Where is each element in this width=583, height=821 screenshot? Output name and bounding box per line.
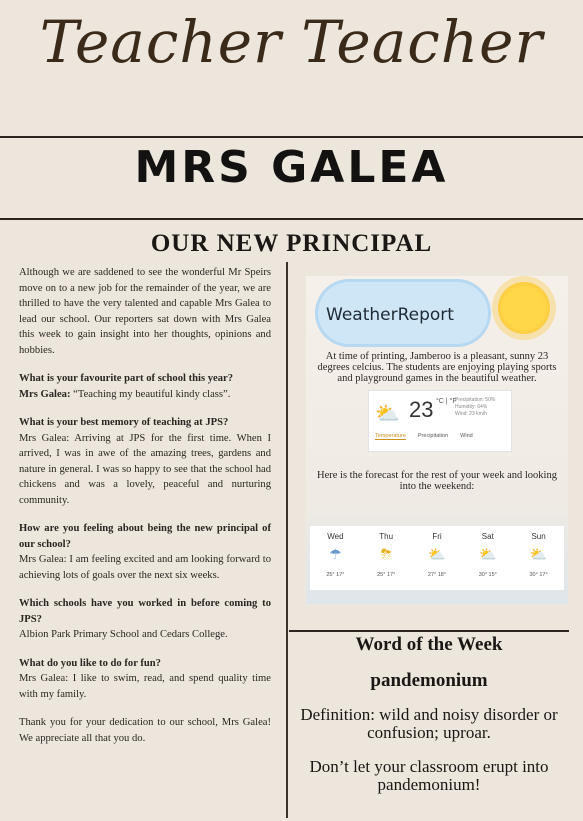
day-name: Thu	[379, 532, 394, 541]
weather-tabs	[375, 433, 473, 440]
wow-definition: Definition: wild and noisy disorder or confusion; uproar.	[300, 705, 558, 742]
answer: Mrs Galea: Arriving at JPS for the first time. When I arrived, I was in awe of the amazing trees, gardens and nature in general. I was so happy to see that the school had chickens and was a lovely, peaceful and nurturing community.	[19, 432, 271, 506]
question: Which schools have you worked in before coming to JPS?	[19, 598, 271, 625]
storm-icon: ⛈	[380, 546, 392, 562]
day-name: Wed	[327, 532, 344, 541]
tab-precipitation[interactable]: Precipitation	[417, 433, 449, 439]
day-name: Fri	[432, 532, 442, 541]
wow-title: Word of the Week	[355, 634, 503, 655]
masthead-title: Teacher Teacher	[39, 8, 544, 76]
wind: Wind: 23 km/h	[455, 411, 487, 417]
question: What do you like to do for fun?	[19, 657, 161, 669]
tab-temperature[interactable]: Temperature	[375, 433, 406, 439]
divider-top	[0, 136, 583, 138]
wow-example: Don’t let your classroom erupt into pandemonium!	[309, 757, 549, 794]
answer: Albion Park Primary School and Cedars College.	[19, 629, 228, 640]
sun-icon	[498, 282, 550, 334]
answer: Mrs Galea: I like to swim, read, and spend quality time with my family.	[19, 673, 271, 700]
column-divider	[286, 262, 288, 818]
question: What is your favourite part of school this year?	[19, 373, 234, 384]
article-headline: OUR NEW PRINCIPAL	[150, 230, 433, 257]
rain-icon: ☂	[329, 546, 342, 562]
weather-intro: At time of printing, Jamberoo is a pleasant, sunny 23 degrees celcius. The students are enjoying playing sports and playground games in the beautiful weather.	[317, 351, 557, 384]
day-temps: 27° 18°	[427, 572, 447, 578]
interview-article	[19, 265, 271, 759]
forecast-intro: Here is the forecast for the rest of your week and looking into the weekend:	[317, 470, 557, 492]
partly-sunny-icon: ⛅	[479, 546, 497, 562]
day-name: Sat	[481, 532, 494, 541]
answer-label: Mrs Galea:	[19, 388, 71, 400]
forecast-day	[513, 526, 564, 590]
forecast-strip	[310, 526, 564, 590]
qa-block	[19, 415, 271, 508]
tab-wind[interactable]: Wind	[460, 433, 473, 439]
day-temps: 30° 15°	[478, 572, 497, 578]
current-weather-widget	[368, 390, 512, 452]
partly-sunny-icon: ⛅	[375, 403, 400, 425]
day-temps: 25° 17°	[326, 572, 345, 578]
forecast-day	[361, 526, 412, 590]
word-of-the-week	[289, 634, 569, 794]
weather-title: WeatherReport	[326, 305, 454, 325]
closing-note: Thank you for your dedication to our school, Mrs Galea! We appreciate all that you do.	[19, 717, 271, 744]
temp-unit-toggle[interactable]: °C | °F	[436, 398, 457, 405]
day-name: Sun	[531, 532, 546, 541]
qa-block	[19, 656, 271, 703]
qa-block	[19, 596, 271, 643]
principal-name: MRS GALEA	[134, 142, 449, 193]
divider-word-of-week	[289, 630, 569, 632]
day-temps: 25° 17°	[377, 572, 396, 578]
article-intro: Although we are saddened to see the wonderful Mr Speirs move on to a new job for the remainder of the year, we are thrilled to have the very talented and capable Mrs Galea to lead our school. Our reporters sat down with Mrs Galea this week to gain insight into her thoughts, opinions and hobbies.	[19, 267, 271, 356]
qa-block	[19, 371, 271, 402]
current-temp: 23	[409, 397, 434, 422]
forecast-day	[412, 526, 463, 590]
question: How are you feeling about being the new principal of our school?	[19, 523, 271, 550]
question: What is your best memory of teaching at JPS?	[19, 417, 229, 428]
forecast-day	[462, 526, 513, 590]
answer: Mrs Galea: I am feeling excited and am looking forward to achieving lots of goals over the next six weeks.	[19, 554, 271, 581]
humidity: Humidity: 64%	[455, 404, 488, 410]
answer: “Teaching my beautiful kindy class”.	[70, 388, 231, 400]
wow-word: pandemonium	[370, 670, 488, 691]
day-temps: 30° 17°	[529, 572, 548, 578]
weather-details	[455, 397, 495, 418]
forecast-day	[310, 526, 361, 590]
partly-sunny-icon: ⛅	[529, 546, 548, 562]
precipitation: Precipitation: 50%	[455, 397, 496, 403]
partly-sunny-icon: ⛅	[428, 546, 446, 562]
divider-middle	[0, 218, 583, 220]
weather-report	[306, 276, 568, 604]
qa-block	[19, 521, 271, 583]
